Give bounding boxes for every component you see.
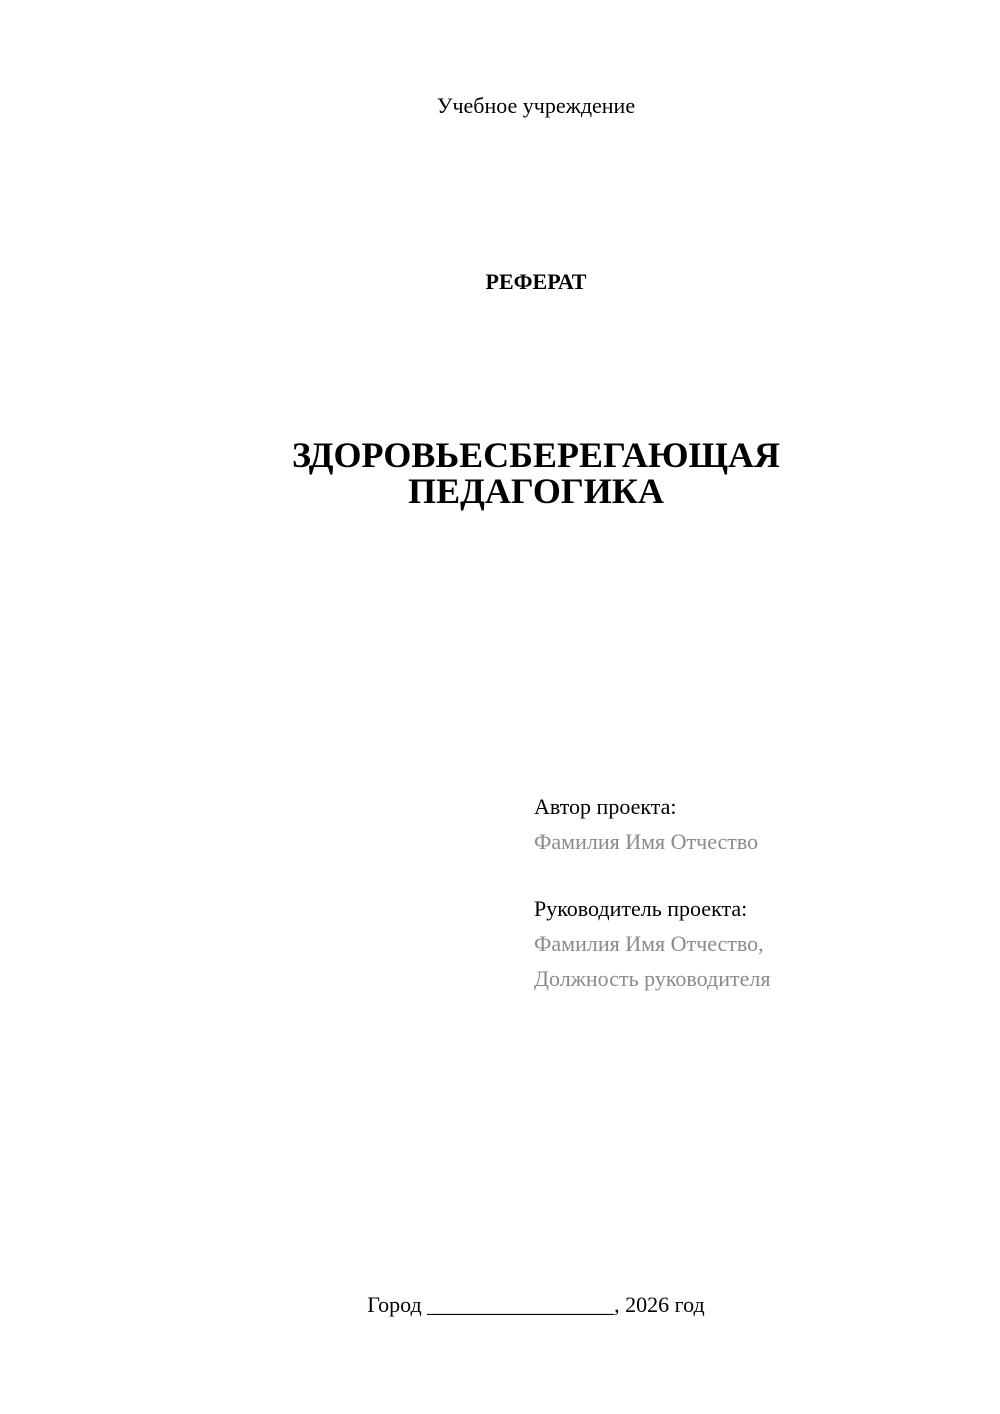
document-title-line-1: ЗДОРОВЬЕСБЕРЕГАЮЩАЯ bbox=[291, 435, 781, 475]
author-name: Фамилия Имя Отчество bbox=[534, 829, 759, 854]
spacer bbox=[534, 859, 974, 891]
supervisor-label: Руководитель проекта: bbox=[534, 896, 748, 921]
supervisor-name: Фамилия Имя Отчество, bbox=[534, 931, 764, 956]
author-label: Автор проекта: bbox=[534, 794, 677, 819]
institution-name: Учебное учреждение bbox=[436, 93, 636, 118]
document-title-line-2: ПЕДАГОГИКА bbox=[408, 471, 664, 511]
supervisor-position: Должность руководителя bbox=[534, 966, 771, 991]
city-year-line: Город _________________, 2026 год bbox=[367, 1292, 705, 1317]
document-title bbox=[0, 437, 1000, 509]
document-type: РЕФЕРАТ bbox=[485, 269, 587, 294]
project-people-block bbox=[534, 789, 974, 996]
